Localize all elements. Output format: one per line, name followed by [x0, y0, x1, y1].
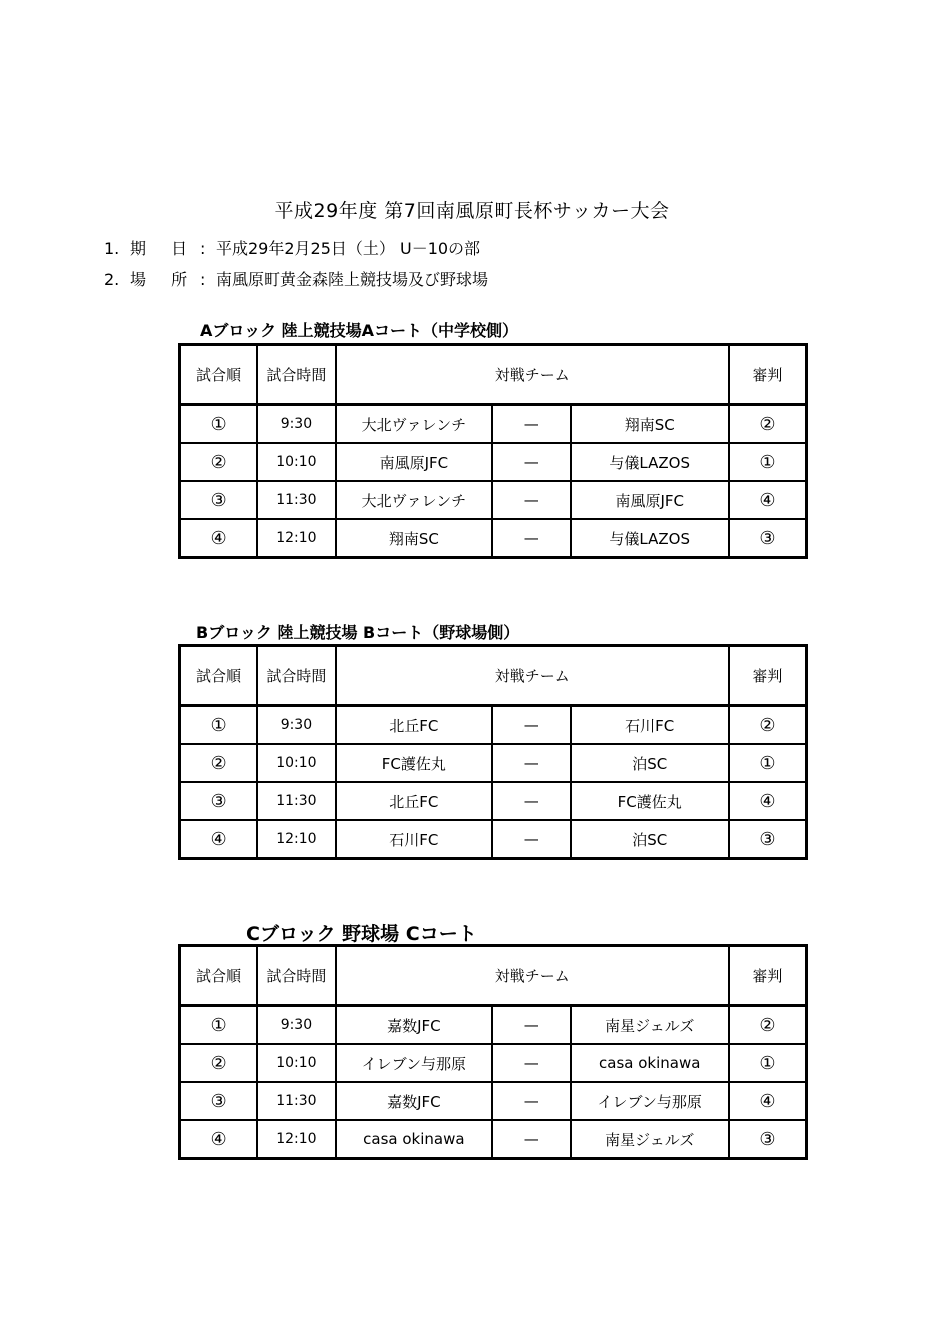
match-dash: —	[492, 443, 571, 481]
header-order: 試合順	[180, 946, 258, 1006]
match-team2: 南星ジェルズ	[571, 1120, 729, 1159]
match-dash: —	[492, 1006, 571, 1045]
match-referee: ④	[729, 481, 807, 519]
match-team1: 北丘FC	[336, 782, 492, 820]
match-time: 11:30	[257, 1082, 336, 1120]
match-time: 9:30	[257, 405, 336, 444]
header-teams: 対戦チーム	[336, 345, 729, 405]
info-date	[104, 236, 480, 259]
header-referee: 審判	[729, 646, 807, 706]
info-number: 1.	[104, 239, 120, 258]
match-team2: 南風原JFC	[571, 481, 729, 519]
info-separator: :	[200, 239, 206, 258]
match-team1: 嘉数JFC	[336, 1006, 492, 1045]
match-referee: ①	[729, 443, 807, 481]
match-time: 12:10	[257, 1120, 336, 1159]
match-referee: ②	[729, 405, 807, 444]
table-row	[180, 1120, 807, 1159]
match-order: ④	[180, 1120, 258, 1159]
match-referee: ①	[729, 1044, 807, 1082]
match-order: ①	[180, 405, 258, 444]
match-dash: —	[492, 1082, 571, 1120]
table-row	[180, 820, 807, 859]
table-row	[180, 443, 807, 481]
match-dash: —	[492, 820, 571, 859]
match-order: ①	[180, 706, 258, 745]
match-order: ③	[180, 782, 258, 820]
match-team1: 大北ヴァレンチ	[336, 405, 492, 444]
block-b-title: Bブロック 陸上競技場 Bコート（野球場側）	[196, 623, 520, 642]
match-team1: 北丘FC	[336, 706, 492, 745]
header-teams: 対戦チーム	[336, 646, 729, 706]
header-referee: 審判	[729, 946, 807, 1006]
match-dash: —	[492, 481, 571, 519]
table-row	[180, 519, 807, 558]
match-team1: 南風原JFC	[336, 443, 492, 481]
match-time: 9:30	[257, 706, 336, 745]
page-title: 平成29年度 第7回南風原町長杯サッカー大会	[274, 200, 670, 222]
info-number: 2.	[104, 270, 120, 289]
header-time: 試合時間	[257, 946, 336, 1006]
header-order: 試合順	[180, 345, 258, 405]
header-referee: 審判	[729, 345, 807, 405]
match-team1: 石川FC	[336, 820, 492, 859]
info-label: 場 所	[130, 270, 198, 289]
match-team2: 石川FC	[571, 706, 729, 745]
table-row	[180, 782, 807, 820]
match-team1: 大北ヴァレンチ	[336, 481, 492, 519]
block-b-table	[178, 644, 808, 860]
match-time: 12:10	[257, 519, 336, 558]
match-time: 9:30	[257, 1006, 336, 1045]
match-referee: ④	[729, 782, 807, 820]
match-order: ④	[180, 519, 258, 558]
table-row	[180, 744, 807, 782]
info-label: 期 日	[130, 239, 198, 258]
table-row	[180, 1006, 807, 1045]
match-team1: 嘉数JFC	[336, 1082, 492, 1120]
match-time: 10:10	[257, 1044, 336, 1082]
info-venue	[104, 267, 488, 290]
match-order: ②	[180, 744, 258, 782]
match-referee: ②	[729, 1006, 807, 1045]
match-time: 10:10	[257, 744, 336, 782]
match-time: 12:10	[257, 820, 336, 859]
match-team2: casa okinawa	[571, 1044, 729, 1082]
match-dash: —	[492, 519, 571, 558]
match-dash: —	[492, 744, 571, 782]
match-time: 11:30	[257, 782, 336, 820]
match-team2: 与儀LAZOS	[571, 443, 729, 481]
match-team1: casa okinawa	[336, 1120, 492, 1159]
match-dash: —	[492, 405, 571, 444]
match-order: ③	[180, 1082, 258, 1120]
block-a-table	[178, 343, 808, 559]
match-team1: イレブン与那原	[336, 1044, 492, 1082]
match-order: ③	[180, 481, 258, 519]
block-c-table	[178, 944, 808, 1160]
match-dash: —	[492, 1120, 571, 1159]
match-dash: —	[492, 706, 571, 745]
match-order: ②	[180, 1044, 258, 1082]
block-c-title: Cブロック 野球場 Cコート	[246, 923, 477, 945]
table-row	[180, 481, 807, 519]
match-order: ①	[180, 1006, 258, 1045]
table-header-row	[180, 646, 807, 706]
match-team2: 泊SC	[571, 744, 729, 782]
table-row	[180, 1082, 807, 1120]
match-team2: 翔南SC	[571, 405, 729, 444]
match-team2: FC護佐丸	[571, 782, 729, 820]
info-value: 平成29年2月25日（土） U－10の部	[216, 239, 481, 258]
header-time: 試合時間	[257, 345, 336, 405]
info-separator: :	[200, 270, 206, 289]
match-time: 10:10	[257, 443, 336, 481]
block-a-title: Aブロック 陸上競技場Aコート（中学校側）	[200, 321, 519, 340]
header-order: 試合順	[180, 646, 258, 706]
info-value: 南風原町黄金森陸上競技場及び野球場	[216, 270, 489, 289]
match-team1: FC護佐丸	[336, 744, 492, 782]
match-referee: ③	[729, 1120, 807, 1159]
match-dash: —	[492, 782, 571, 820]
match-referee: ③	[729, 820, 807, 859]
match-referee: ②	[729, 706, 807, 745]
table-header-row	[180, 345, 807, 405]
table-row	[180, 405, 807, 444]
match-referee: ④	[729, 1082, 807, 1120]
match-team1: 翔南SC	[336, 519, 492, 558]
match-dash: —	[492, 1044, 571, 1082]
header-time: 試合時間	[257, 646, 336, 706]
table-row	[180, 1044, 807, 1082]
match-team2: 南星ジェルズ	[571, 1006, 729, 1045]
table-header-row	[180, 946, 807, 1006]
match-referee: ①	[729, 744, 807, 782]
match-referee: ③	[729, 519, 807, 558]
header-teams: 対戦チーム	[336, 946, 729, 1006]
table-row	[180, 706, 807, 745]
match-order: ②	[180, 443, 258, 481]
match-team2: 与儀LAZOS	[571, 519, 729, 558]
match-team2: 泊SC	[571, 820, 729, 859]
match-order: ④	[180, 820, 258, 859]
match-team2: イレブン与那原	[571, 1082, 729, 1120]
match-time: 11:30	[257, 481, 336, 519]
